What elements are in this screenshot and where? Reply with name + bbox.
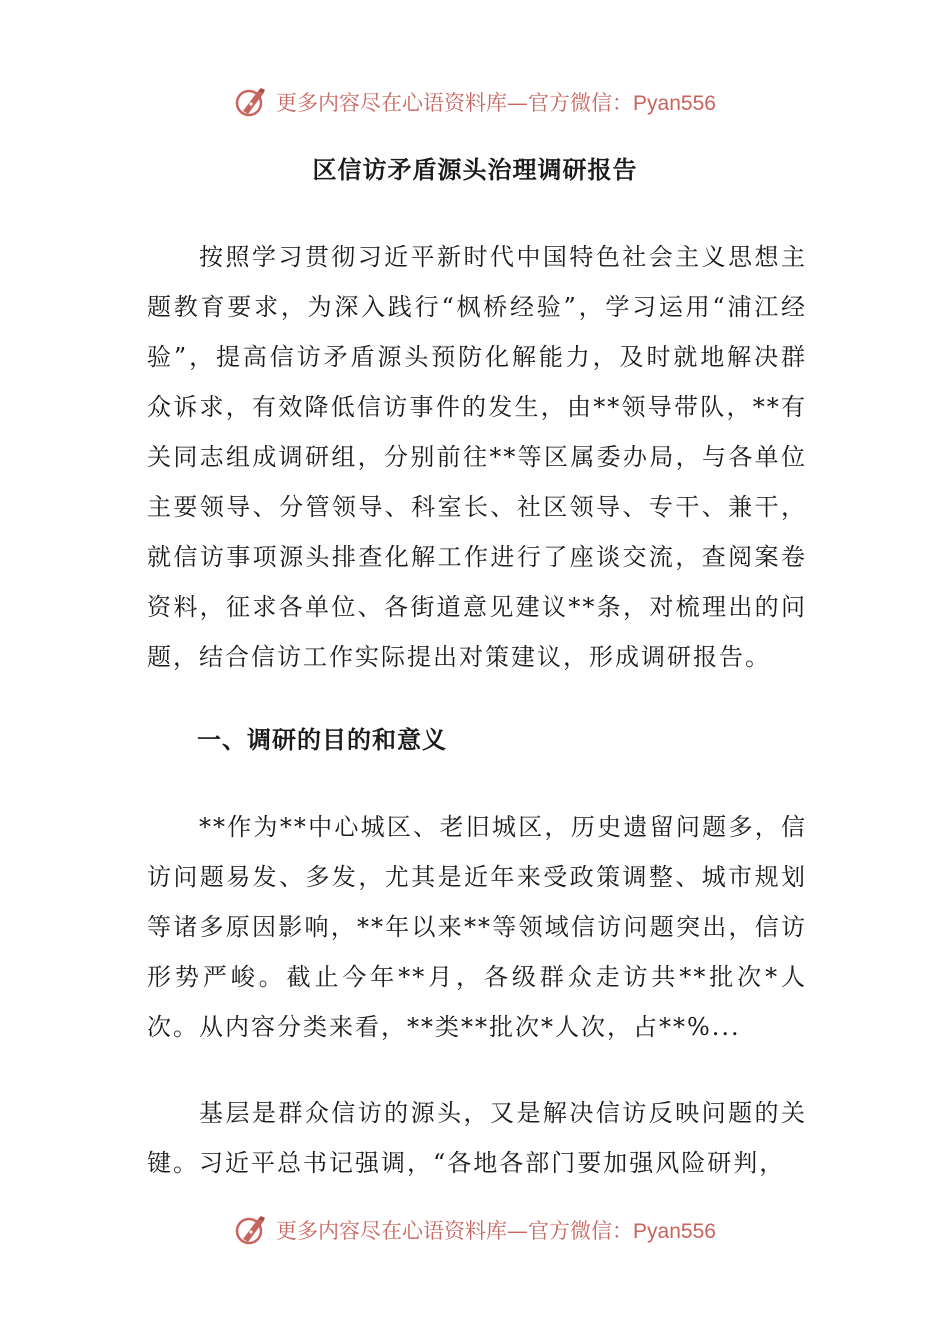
pen-nib-logo-icon <box>234 1213 268 1247</box>
watermark-text: 更多内容尽在心语资料库—官方微信：Pyan556 <box>276 1219 716 1243</box>
section-heading-1: 一、调研的目的和意义 <box>197 725 447 754</box>
document-title: 区信访矛盾源头治理调研报告 <box>312 155 638 184</box>
watermark-handle: Pyan556 <box>633 92 716 115</box>
watermark-footer <box>0 1210 950 1250</box>
paragraph-intro: 按照学习贯彻习近平新时代中国特色社会主义思想主题教育要求，为深入践行“枫桥经验”，学习运用“浦江经验”，提高信访矛盾源头预防化解能力，及时就地解决群众诉求，有效降低信访事件的发生，由**领导带队，**有关同志组成调研组，分别前往**等区属委办局，与各单位主要领导、分管领导、科室长、社区领导、专干、兼干，就信访事项源头排查化解工作进行了座谈交流，查阅案卷资料，征求各单位、各街道意见建议**条，对梳理出的问题，结合信访工作实际提出对策建议，形成调研报告。 <box>147 243 807 671</box>
paragraph-grassroots: 基层是群众信访的源头，又是解决信访反映问题的关键。习近平总书记强调，“各地各部门要加强风险研判， <box>147 1099 807 1177</box>
watermark-handle: Pyan556 <box>633 1220 716 1243</box>
pen-nib-logo-icon <box>234 85 268 119</box>
watermark-text: 更多内容尽在心语资料库—官方微信：Pyan556 <box>276 91 716 115</box>
paragraph-background: **作为**中心城区、老旧城区，历史遗留问题多，信访问题易发、多发，尤其是近年来受政策调整、城市规划等诸多原因影响，**年以来**等领域信访问题突出，信访形势严峻。截止今年**月，各级群众走访共**批次*人次。从内容分类来看，**类**批次*人次，占**%... <box>147 813 807 1041</box>
watermark-header <box>0 82 950 122</box>
